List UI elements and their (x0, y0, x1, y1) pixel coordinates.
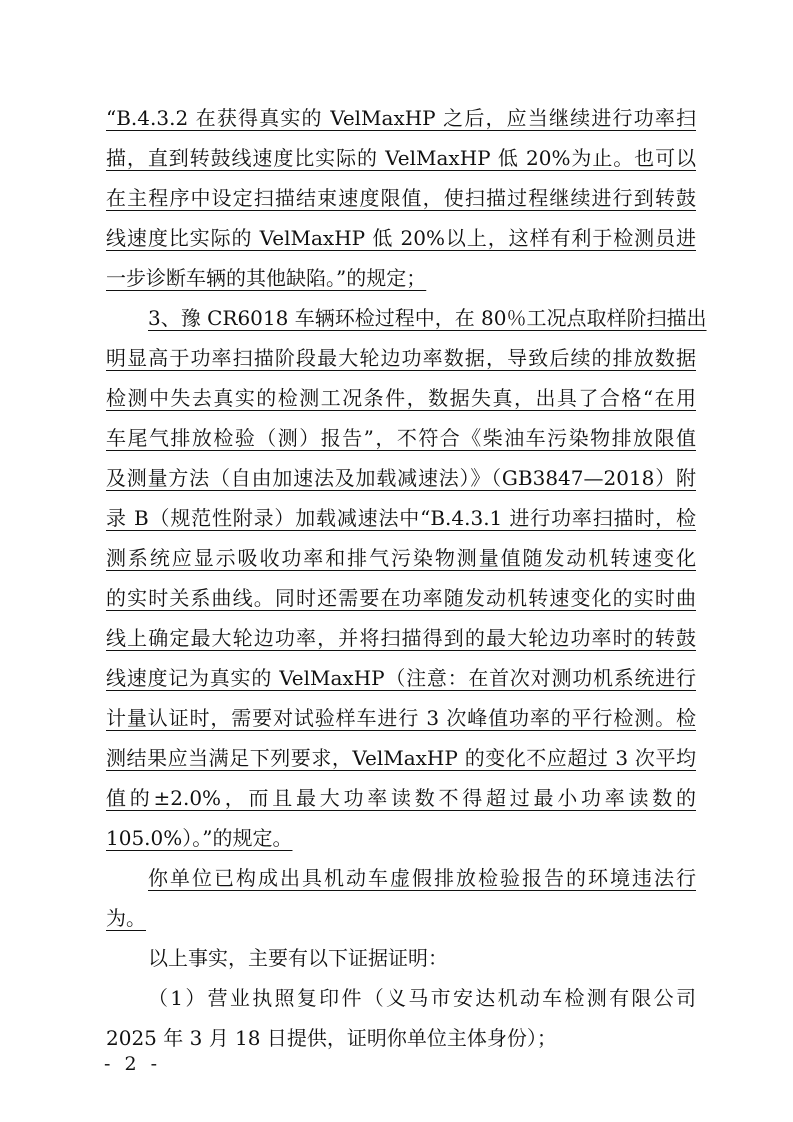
text-line: 你单位已构成出具机动车虚假排放检验报告的环境违法行 (148, 866, 696, 890)
text-line: 测结果应当满足下列要求，VelMaxHP 的变化不应超过 3 次平均 (106, 746, 696, 770)
text-line: 录 B（规范性附录）加载减速法中“B.4.3.1 进行功率扫描时，检 (106, 506, 696, 530)
text-line: 3、豫 CR6018 车辆环检过程中，在 80％工况点取样阶扫描出 (148, 306, 707, 330)
text-line: 在主程序中设定扫描结束速度限值，使扫描过程继续进行到转鼓 (106, 186, 696, 210)
text-line: 计量认证时，需要对试验样车进行 3 次峰值功率的平行检测。检 (106, 706, 696, 730)
text-line: “B.4.3.2 在获得真实的 VelMaxHP 之后，应当继续进行功率扫 (106, 106, 696, 130)
text-line: （1）营业执照复印件（义马市安达机动车检测有限公司 (148, 986, 696, 1010)
text-line: 描，直到转鼓线速度比实际的 VelMaxHP 低 20%为止。也可以 (106, 146, 696, 170)
text-line: 的实时关系曲线。同时还需要在功率随发动机转速变化的实时曲 (106, 586, 696, 610)
text-line: 以上事实，主要有以下证据证明： (148, 946, 448, 970)
text-line: 车尾气排放检验（测）报告”，不符合《柴油车污染物排放限值 (106, 426, 696, 450)
text-line: 为。 (106, 906, 146, 930)
text-line: 测系统应显示吸收功率和排气污染物测量值随发动机转速变化 (106, 546, 696, 570)
text-line: 线上确定最大轮边功率，并将扫描得到的最大轮边功率时的转鼓 (106, 626, 696, 650)
text-line: 检测中失去真实的检测工况条件，数据失真，出具了合格“在用 (106, 386, 696, 410)
text-line: 及测量方法（自由加速法及加载减速法）》（GB3847—2018）附 (106, 466, 696, 490)
page-number: - 2 - (104, 1053, 162, 1075)
text-line: 一步诊断车辆的其他缺陷。”的规定； (106, 266, 427, 290)
text-line: 值的±2.0%，而且最大功率读数不得超过最小功率读数的 (106, 786, 696, 810)
text-line: 线速度记为真实的 VelMaxHP（注意：在首次对测功机系统进行 (106, 666, 696, 690)
text-line: 2025 年 3 月 18 日提供，证明你单位主体身份）； (106, 1026, 557, 1050)
text-line: 明显高于功率扫描阶段最大轮边功率数据，导致后续的排放数据 (106, 346, 696, 370)
text-line: 线速度比实际的 VelMaxHP 低 20%以上，这样有利于检测员进 (106, 226, 696, 250)
text-line: 105.0%）。”的规定。 (106, 826, 293, 850)
